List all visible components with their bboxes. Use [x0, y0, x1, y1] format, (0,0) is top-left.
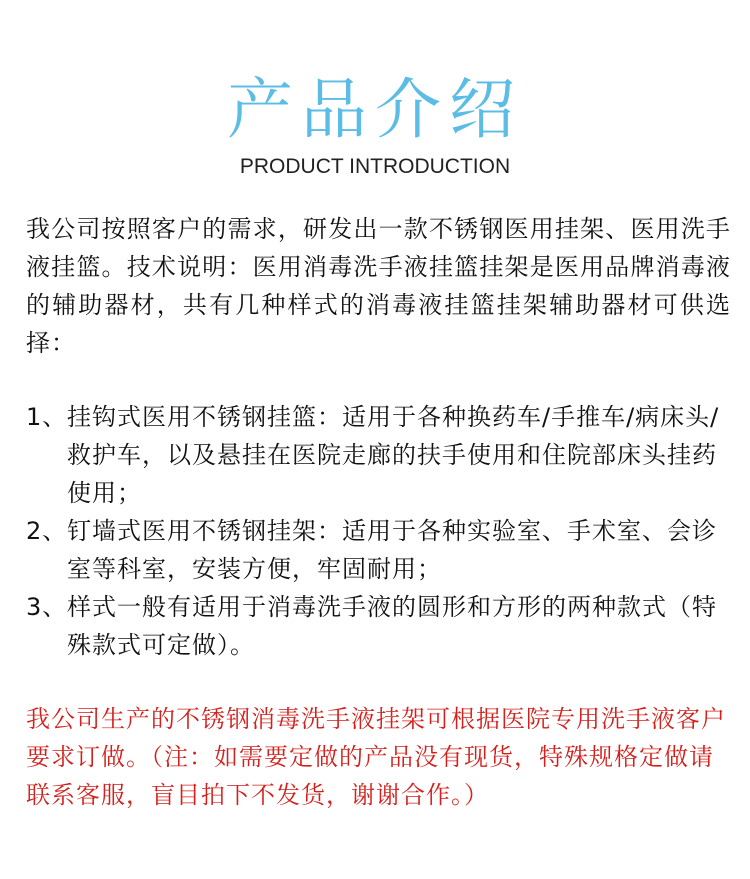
list-item: [26, 588, 731, 664]
list-item-text: 样式一般有适用于消毒洗手液的圆形和方形的两种款式（特殊款式可定做）。: [67, 593, 717, 659]
list-item: [26, 512, 731, 588]
intro-paragraph: 我公司按照客户的需求，研发出一款不锈钢医用挂架、医用洗手液挂篮。技术说明：医用消毒洗手液挂篮挂架是医用品牌消毒液的辅助器材，共有几种样式的消毒液挂篮挂架辅助器材可供选择：: [26, 215, 731, 357]
page-header: [0, 70, 750, 180]
list-item-number: 1、: [26, 403, 68, 431]
custom-order-notice: 我公司生产的不锈钢消毒洗手液挂架可根据医院专用洗手液客户要求订做。（注：如需要定做的产品没有现货，特殊规格定做请联系客服，盲目拍下不发货，谢谢合作。）: [26, 705, 726, 809]
page-subtitle: PRODUCT INTRODUCTION: [239, 155, 511, 178]
list-item: [26, 398, 731, 512]
list-item-number: 3、: [26, 593, 68, 621]
list-item-number: 2、: [26, 517, 68, 545]
page-title: 产品介绍: [227, 71, 523, 148]
product-style-list: [26, 398, 731, 664]
list-item-text: 挂钩式医用不锈钢挂篮：适用于各种换药车/手推车/病床头/救护车，以及悬挂在医院走廊的扶手使用和住院部床头挂药使用；: [67, 403, 720, 507]
list-item-text: 钉墙式医用不锈钢挂架：适用于各种实验室、手术室、会诊室等科室，安装方便，牢固耐用；: [67, 517, 717, 583]
